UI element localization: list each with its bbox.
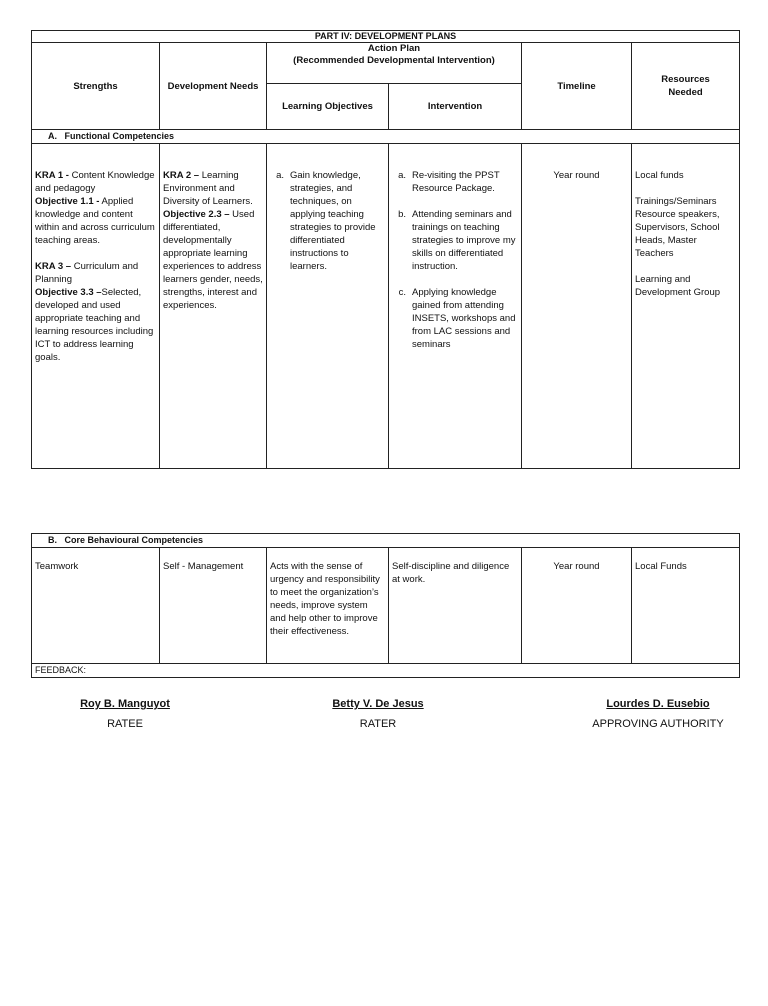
approving-authority-role: APPROVING AUTHORITY <box>592 718 724 730</box>
section-b-learning-objectives: Acts with the sense of urgency and responsibility to meet the organization’s needs, improve system and help other to improve their effectiveness. <box>267 548 389 664</box>
section-a-label: Functional Competencies <box>64 131 175 141</box>
action-plan-subtitle: (Recommended Developmental Intervention) <box>293 55 495 66</box>
development-plan-table <box>31 30 740 469</box>
section-a-title <box>32 130 740 144</box>
list-text: Applying knowledge gained from attending INSETS, workshops and from LAC sessions and seminars <box>412 287 516 350</box>
section-b-marker: B. <box>48 535 57 545</box>
signatory-approving-authority <box>568 698 748 730</box>
list-marker: a. <box>398 170 406 181</box>
header-timeline: Timeline <box>522 43 632 130</box>
action-plan-title: Action Plan <box>367 43 421 54</box>
feedback-row: FEEDBACK: <box>32 664 740 678</box>
objective-2-3-text: Used differentiated, developmentally appropriate learning experiences to address learners gender, needs, strengths, interest and experiences. <box>163 209 263 311</box>
header-resources <box>632 43 740 130</box>
part-title: PART IV: DEVELOPMENT PLANS <box>32 31 740 43</box>
interventions-list <box>392 169 518 351</box>
signatory-ratee <box>45 698 205 730</box>
section-a-intervention <box>389 144 522 469</box>
list-item <box>392 208 518 273</box>
header-learning-objectives: Learning Objectives <box>267 84 389 130</box>
kra1-text: Content Knowledge and pedagogy <box>35 170 155 194</box>
list-marker: a. <box>276 170 284 181</box>
signatory-rater <box>298 698 458 730</box>
section-b-strengths: Teamwork <box>32 548 160 664</box>
list-text: Gain knowledge, strategies, and techniques, on applying teaching strategies to provide differentiated instructions to learners. <box>290 170 376 272</box>
header-intervention: Intervention <box>389 84 522 130</box>
objective-2-3-label: Objective 2.3 – <box>163 209 230 220</box>
resource-trainings: Trainings/Seminars Resource speakers, Supervisors, School Heads, Master Teachers <box>635 196 720 259</box>
list-item <box>270 169 385 273</box>
header-resources-line2: Needed <box>668 87 703 98</box>
header-development-needs: Development Needs <box>160 43 267 130</box>
header-action-plan <box>267 43 522 84</box>
section-a-marker: A. <box>48 131 57 141</box>
section-a-timeline: Year round <box>522 144 632 469</box>
list-item <box>392 169 518 195</box>
core-competencies-table <box>31 533 740 678</box>
section-a-resources <box>632 144 740 469</box>
header-strengths: Strengths <box>32 43 160 130</box>
list-item <box>392 286 518 351</box>
section-b-resources: Local Funds <box>632 548 740 664</box>
list-marker: c. <box>398 287 406 298</box>
rater-role: RATER <box>359 718 397 730</box>
list-text: Re-visiting the PPST Resource Package. <box>412 170 500 194</box>
section-b-timeline: Year round <box>522 548 632 664</box>
kra3-label: KRA 3 – <box>35 261 72 272</box>
objective-3-3-text: Selected, developed and used appropriate teaching and learning resources including ICT to address learning goals. <box>35 287 154 363</box>
header-resources-line1: Resources <box>661 74 710 85</box>
approving-authority-name: Lourdes D. Eusebio <box>606 698 710 710</box>
kra1-label: KRA 1 - <box>35 170 69 181</box>
list-marker: b. <box>398 209 406 220</box>
objective-3-3-label: Objective 3.3 – <box>35 287 102 298</box>
section-a-strengths <box>32 144 160 469</box>
kra2-label: KRA 2 – <box>163 170 200 181</box>
objective-1-1-label: Objective 1.1 - <box>35 196 100 207</box>
kra3-text: Curriculum and Planning <box>35 261 139 285</box>
resource-local-funds: Local funds <box>635 170 684 181</box>
objective-1-1-text: Applied knowledge and content within and across curriculum teaching areas. <box>35 196 155 246</box>
rater-name: Betty V. De Jesus <box>332 698 424 710</box>
section-b-label: Core Behavioural Competencies <box>64 535 204 545</box>
kra2-text: Learning Environment and Diversity of Learners. <box>163 170 253 207</box>
section-b-development-needs: Self - Management <box>160 548 267 664</box>
learning-objectives-list <box>270 169 385 273</box>
resource-learning-group: Learning and Development Group <box>635 274 721 298</box>
list-text: Attending seminars and trainings on teaching strategies to improve my skills on differentiated instruction. <box>412 209 516 272</box>
section-b-intervention: Self-discipline and diligence at work. <box>389 548 522 664</box>
ratee-name: Roy B. Manguyot <box>80 698 170 710</box>
section-b-title <box>32 534 740 548</box>
ratee-role: RATEE <box>107 718 143 730</box>
section-a-development-needs <box>160 144 267 469</box>
section-a-learning-objectives <box>267 144 389 469</box>
